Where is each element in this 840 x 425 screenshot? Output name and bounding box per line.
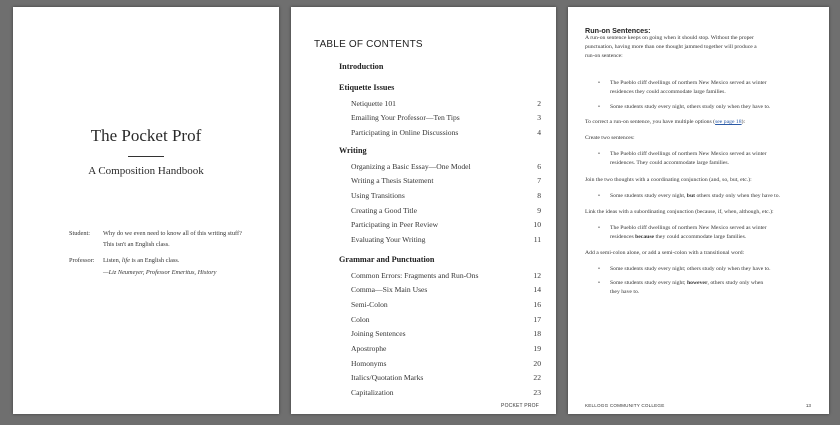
page-number: 13 [805, 403, 811, 408]
toc-entry-label: Common Errors: Fragments and Run-Ons [351, 270, 479, 280]
page-run-on-sentences [568, 7, 829, 414]
instruction-text: Create two sentences: [585, 135, 635, 141]
toc-entry-page: 19 [533, 344, 541, 353]
toc-entry-page: 2 [537, 98, 541, 108]
toc-entry[interactable] [351, 113, 541, 122]
toc-entry-page: 4 [537, 127, 541, 137]
toc-entry[interactable] [351, 285, 541, 294]
toc-entry[interactable] [351, 128, 541, 137]
toc-entry[interactable] [351, 206, 541, 215]
toc-entry-label: Netiquette 101 [351, 98, 396, 108]
toc-section-heading[interactable]: Grammar and Punctuation [339, 255, 435, 264]
toc-entry-label: Participating in Peer Review [351, 220, 439, 230]
toc-entry-label: Emailing Your Professor—Ten Tips [351, 113, 460, 123]
toc-entry-label: Colon [351, 314, 370, 324]
toc-entry[interactable] [351, 191, 541, 200]
example-bullet: • Some students study every night; others study only when they have to. [610, 265, 771, 274]
toc-entry-label: Using Transitions [351, 190, 405, 200]
example-bullet: • Some students study every night, but others study only when they have to. [610, 192, 780, 201]
toc-entry-label: Organizing a Basic Essay—One Model [351, 161, 471, 171]
toc-entry[interactable] [351, 300, 541, 309]
toc-entry-page: 17 [533, 314, 541, 324]
toc-section-heading[interactable]: Etiquette Issues [339, 83, 395, 92]
toc-entry[interactable] [351, 329, 541, 338]
section-heading: Run-on Sentences: [585, 26, 651, 35]
example-bullet: • The Pueblo cliff dwellings of northern New Mexico served as winter residences they could accommodate large families. [610, 79, 767, 97]
page-cover [13, 7, 279, 414]
title-divider [128, 156, 164, 157]
book-title: The Pocket Prof [90, 126, 202, 145]
page-table-of-contents [291, 7, 556, 414]
student-label: Student: [69, 230, 90, 237]
correct-paragraph: To correct a run-on sentence, you have multiple options (see page 18): [585, 119, 746, 125]
toc-entry-page: 20 [533, 358, 541, 368]
intro-paragraph: A run-on sentence keeps on going when it should stop. Without the proper punctuation, having more than one thought jammed together will produce a run-on sentence: [585, 35, 757, 59]
quote-attribution: —Liz Neumeyer, Professor Emeritus, History [103, 269, 217, 276]
toc-entry[interactable] [351, 176, 541, 185]
example-bullet: • The Pueblo cliff dwellings of northern New Mexico served as winter residences because they could accommodate large families. [610, 224, 767, 242]
professor-text: Listen, life is an English class. [103, 257, 180, 264]
toc-entry-label: Comma—Six Main Uses [351, 285, 428, 295]
toc-entry-page: 23 [533, 388, 541, 398]
toc-entry-label: Homonyms [351, 358, 387, 368]
toc-entry-label: Joining Sentences [351, 329, 406, 339]
toc-entry-label: Participating in Online Discussions [351, 127, 459, 137]
instruction-text: Add a semi-colon alone, or add a semi-colon with a transitional word: [585, 250, 745, 256]
toc-entry-label: Creating a Good Title [351, 205, 418, 215]
toc-entry-label: Apostrophe [351, 344, 387, 353]
toc-entry-page: 18 [533, 329, 541, 339]
example-bullet: • Some students study every night, others study only when they have to. [610, 103, 770, 112]
page-footer-left: KELLOGG COMMUNITY COLLEGE [585, 403, 665, 408]
toc-entry-page: 11 [533, 235, 541, 244]
toc-entry-label: Semi-Colon [351, 299, 388, 309]
toc-entry[interactable] [351, 235, 541, 244]
toc-section-heading[interactable]: Writing [339, 146, 367, 155]
toc-entry[interactable] [351, 344, 541, 353]
student-text: Why do we even need to know all of this writing stuff? This isn't an English class. [103, 230, 242, 248]
book-subtitle: A Composition Handbook [88, 165, 204, 177]
toc-entry-label: Writing a Thesis Statement [351, 176, 434, 186]
toc-entry-label: Italics/Quotation Marks [351, 373, 424, 383]
toc-entry-page: 14 [533, 285, 541, 295]
toc-entry[interactable] [351, 388, 541, 397]
toc-entry-page: 12 [533, 270, 541, 280]
instruction-text: Link the ideas with a subordinating conjunction (because, if, when, although, etc.): [585, 209, 774, 215]
toc-entry[interactable] [351, 99, 541, 108]
toc-entry-page: 8 [537, 190, 541, 200]
toc-entry[interactable] [351, 220, 541, 229]
page-footer: POCKET PROF [501, 403, 539, 409]
toc-heading: TABLE OF CONTENTS [314, 39, 423, 50]
toc-entry[interactable] [351, 271, 541, 280]
toc-entry[interactable] [351, 162, 541, 171]
page-link[interactable]: see page 18 [715, 119, 742, 125]
toc-entry[interactable] [351, 315, 541, 324]
toc-entry[interactable] [351, 373, 541, 382]
toc-entry-page: 22 [533, 373, 541, 383]
toc-entry-page: 10 [533, 220, 541, 230]
toc-entry-label: Capitalization [351, 388, 394, 398]
toc-entry[interactable] [351, 359, 541, 368]
toc-entry-label: Evaluating Your Writing [351, 235, 426, 244]
instruction-text: Join the two thoughts with a coordinating conjunction (and, so, but, etc.): [585, 177, 752, 183]
toc-entry-page: 3 [537, 113, 541, 123]
toc-entry-page: 7 [537, 176, 541, 186]
example-bullet: • Some students study every night; however, others study only when they have to. [610, 279, 763, 297]
example-bullet: • The Pueblo cliff dwellings of northern New Mexico served as winter residences. They could accommodate large families. [610, 150, 767, 168]
toc-entry-page: 16 [533, 299, 541, 309]
toc-section-introduction[interactable]: Introduction [339, 62, 384, 71]
professor-label: Professor: [69, 257, 95, 264]
toc-entry-page: 6 [537, 161, 541, 171]
toc-entry-page: 9 [537, 205, 541, 215]
